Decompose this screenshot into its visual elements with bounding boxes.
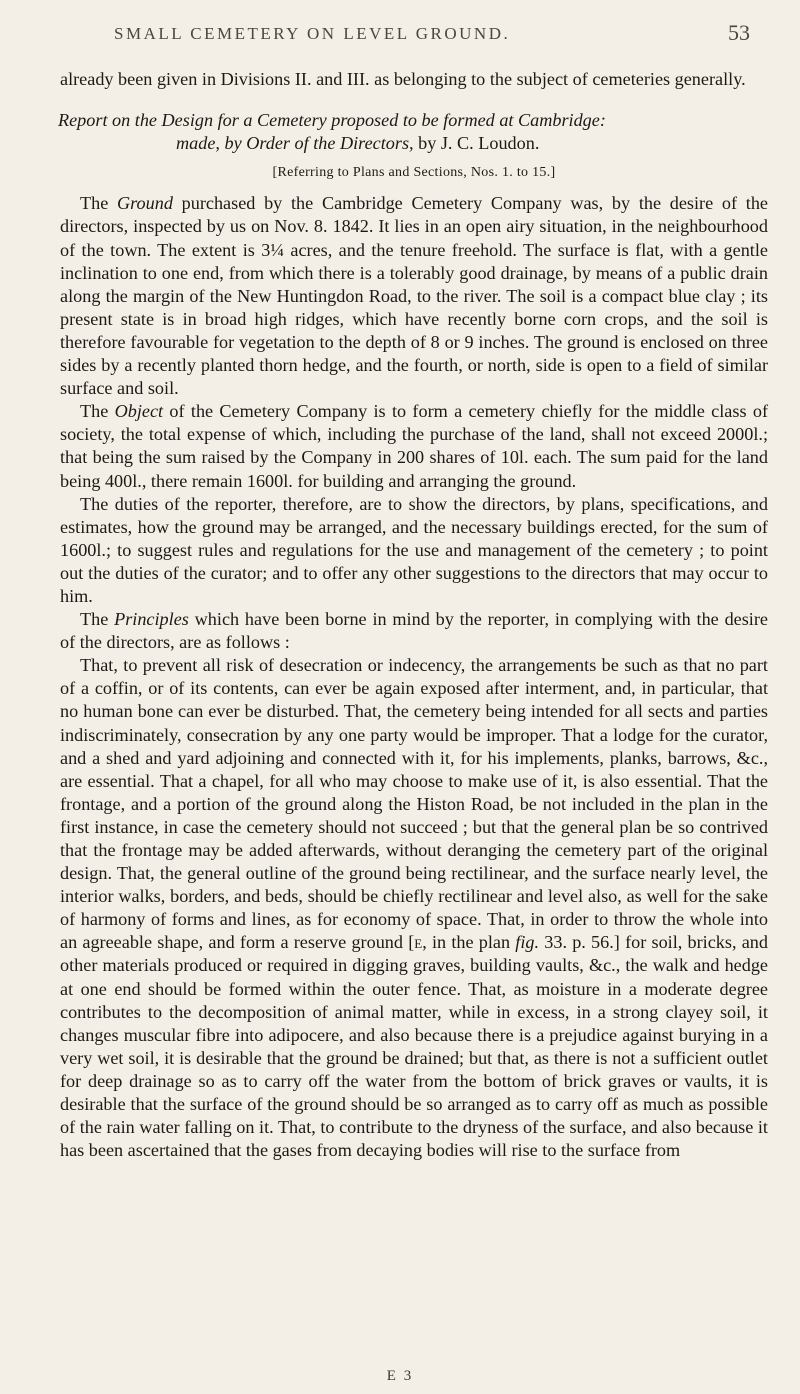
emphasis: Principles — [114, 609, 189, 630]
emphasis: Ground — [117, 193, 173, 214]
paragraph-principles — [60, 608, 768, 654]
paragraph-object — [60, 400, 768, 492]
plan-letter: e — [414, 932, 423, 953]
running-head — [0, 18, 800, 48]
page-number: 53 — [728, 20, 750, 45]
intro-paragraph: already been given in Divisions II. and III. as belonging to the subject of cemeteries generally. — [60, 69, 746, 89]
report-title — [6, 109, 768, 155]
body-text — [60, 68, 768, 1162]
text-run: The — [80, 401, 115, 422]
running-title: SMALL CEMETERY ON LEVEL GROUND. — [114, 24, 511, 43]
report-title-lead: Report on the Design for a Cemetery proposed to be formed at Cambridge: — [58, 110, 606, 131]
text-run: , in the plan — [422, 932, 516, 953]
plan-references: [Referring to Plans and Sections, Nos. 1. to 15.] — [272, 165, 556, 181]
text-run: That, to prevent all risk of desecration or indecency, the arrangements be such as that no part of a coffin, or of its contents, can ever be again exposed after interment, and, in particular, that no human bone can ever be disturbed. That, the cemetery being intended for all sects and parties indiscriminately, consecration by any one party would be improper. That a lodge for the curator, and a shed and yard adjoining and connected with it, for his implements, planks, barrows, &c., are essential. That a chapel, for all who may choose to make use of it, is also essential. That the frontage, and a portion of the ground along the Histon Road, be not included in the plan in the first instance, in case the cemetery should not succeed ; but that the general plan be so contrived that the frontage may be added afterwards, without deranging the cemetery part of the original design. That, the general outline of the ground being rectilinear, and the surface nearly level, the interior walks, borders, and beds, should be chiefly rectilinear and level also, as well for the sake of harmony of forms and lines, as for economy of space. That, in order to throw the whole into an agreeable shape, and form a reserve ground [ — [60, 655, 768, 953]
paragraph-duties: The duties of the reporter, therefore, are to show the directors, by plans, specifications, and estimates, how the ground may be arranged, and the necessary buildings erected, for the sum of 1600l.; to suggest rules and regulations for the use and management of the cemetery ; to point out the duties of the curator; and to offer any other suggestions to the directors that may occur to him. — [60, 493, 768, 606]
text-run: which have been borne in mind by the reporter, in complying with the desire of the directors, are as follows : — [60, 609, 768, 653]
signature-mark: E 3 — [386, 1368, 414, 1384]
report-title-made: made, by Order of the Directors, — [176, 133, 414, 154]
paragraph-arrangements — [60, 654, 768, 1162]
text-run: 33. p. 56.] for soil, bricks, and other materials produced or required in digging graves, building vaults, &c., the walk and hedge at one end should be formed within the outer fence. That, as moisture in a moderate degree contributes to the decomposition of animal matter, while in excess, in a strong clayey soil, it changes muscular fibre into adipocere, and also because there is a prejudice against burying in a very wet soil, it is desirable that the ground be drained; but that, as there is not a sufficient outlet for deep drainage so as to carry off the water from the bottom of brick graves or vaults, it is desirable that the surface of the ground should be so arranged as to carry off as much as possible of the rain water falling on it. That, to contribute to the dryness of the surface, and also because it has been ascertained that the gases from decaying bodies will rise to the surface from — [60, 932, 768, 1161]
text-run: purchased by the Cambridge Cemetery Company was, by the desire of the directors, inspected by us on Nov. 8. 1842. It lies in an open airy situation, in the neighbourhood of the town. The extent is 3¼ acres, and the tenure freehold. The surface is flat, with a gentle inclination to one end, from which there is a tolerably good drainage, by means of a public drain along the margin of the New Huntingdon Road, to the river. The soil is a compact blue clay ; its present state is in broad high ridges, which have recently borne corn crops, and the soil is therefore favourable for vegetation to the depth of 8 or 9 inches. The ground is enclosed on three sides by a recently planted thorn hedge, and the fourth, or north, side is open to a field of similar surface and soil. — [60, 193, 768, 399]
emphasis: fig. — [515, 932, 540, 953]
paragraph-ground — [60, 192, 768, 400]
text-run: The — [80, 193, 117, 214]
emphasis: Object — [114, 401, 164, 422]
report-title-author: by J. C. Loudon. — [413, 133, 540, 154]
text-run: of the Cemetery Company is to form a cemetery chiefly for the middle class of society, the total expense of which, including the purchase of the land, shall not exceed 2000l.; that being the sum raised by the Company in 200 shares of 10l. each. The sum paid for the land being 400l., there remain 1600l. for building and arranging the ground. — [60, 401, 769, 491]
text-run: The — [80, 609, 115, 630]
